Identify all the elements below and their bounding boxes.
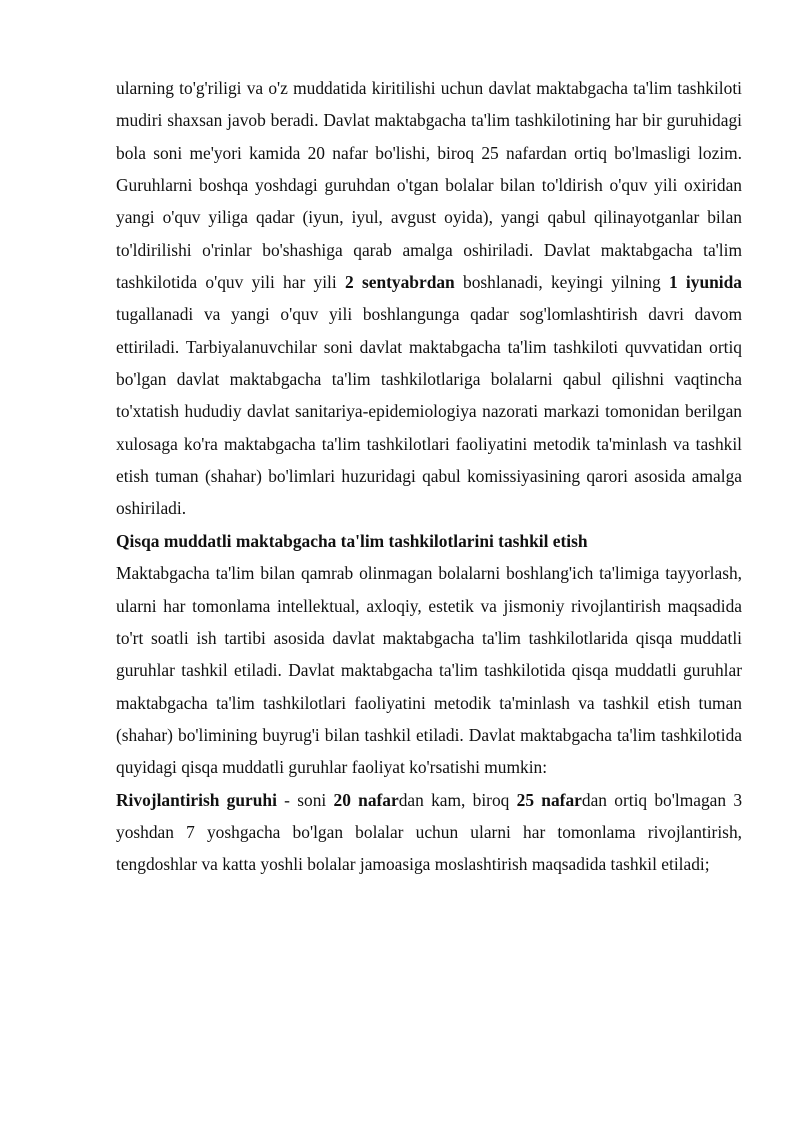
paragraph-enrollment-text-3: tugallanadi va yangi o'quv yili boshlangunga qadar sog'lomlashtirish davri davom ettiriladi. Tarbiyalanuvchilar soni davlat maktabgacha ta'lim tashkiloti quvvatidan ortiq bo'lgan davlat maktabgacha ta'lim tashkilotlariga bolalarni qabul qilishni vaqtincha to'xtatish hududiy davlat sanitariya-epidemiologiya nazorati markazi tomonidan berilgan xulosaga ko'ra maktabgacha ta'lim tashkilotlari faoliyatini metodik ta'minlash va tashkil etish tuman (shahar) bo'limlari huzuridagi qabul komissiyasining qarori asosida amalga oshiriladi. bbox=[116, 304, 742, 519]
paragraph-short-term-groups: Maktabgacha ta'lim bilan qamrab olinmagan bolalarni boshlang'ich ta'limiga tayyorlash, ularni har tomonlama intellektual, axloqiy, estetik va jismoniy rivojlantirish maqsadida to'rt soatli ish tartibi asosida davlat maktabgacha ta'lim tashkilotlarida qisqa muddatli guruhlar tashkil etiladi. Davlat maktabgacha ta'lim tashkilotida qisqa muddatli guruhlar maktabgacha ta'lim tashkilotlari faoliyatini metodik ta'minlash va tashkil etish tuman (shahar) bo'limining buyrug'i bilan tashkil etiladi. Davlat maktabgacha ta'lim tashkilotida quyidagi qisqa muddatli guruhlar faoliyat ko'rsatishi mumkin: bbox=[116, 563, 742, 778]
end-date-bold: 1 iyunida bbox=[668, 272, 742, 293]
document-page bbox=[116, 72, 742, 881]
start-date-bold: 2 sentyabrdan bbox=[345, 272, 455, 293]
development-group-text-3: dan ortiq bo'lmagan 3 yoshdan 7 yoshgacha bo'lgan bolalar uchun ularni har tomonlama rivojlantirish, tengdoshlar va katta yoshli bolalar jamoasiga moslashtirish maqsadida tashkil etiladi; bbox=[116, 789, 743, 875]
min-count-bold: 20 nafar bbox=[333, 789, 399, 810]
development-group-text-2: dan kam, biroq bbox=[398, 789, 517, 810]
paragraph-enrollment-text-1: ularning to'g'riligi va o'z muddatida kiritilishi uchun davlat maktabgacha ta'lim tashkiloti mudiri shaxsan javob beradi. Davlat maktabgacha ta'lim tashkilotining har bir guruhidagi bola soni me'yori kamida 20 nafar bo'lishi, biroq 25 nafardan ortiq bo'lmasligi lozim. Guruhlarni boshqa yoshdagi guruhdan o'tgan bolalar bilan to'ldirish o'quv yili oxiridan yangi o'quv yiliga qadar (iyun, iyul, avgust oyida), yangi qabul qilinayotganlar bilan to'ldirilishi o'rinlar bo'shashiga qarab amalga oshiriladi. Davlat maktabgacha ta'lim tashkilotida o'quv yili har yili bbox=[116, 78, 742, 293]
section-heading: Qisqa muddatli maktabgacha ta'lim tashkilotlarini tashkil etish bbox=[116, 530, 588, 551]
development-group-term: Rivojlantirish guruhi bbox=[116, 789, 277, 810]
paragraph-enrollment-text-2: boshlanadi, keyingi yilning bbox=[454, 272, 669, 293]
paragraph-enrollment bbox=[116, 72, 742, 525]
max-count-bold: 25 nafar bbox=[516, 789, 582, 810]
development-group-text-1: - soni bbox=[276, 789, 334, 810]
paragraph-development-group bbox=[116, 784, 742, 881]
